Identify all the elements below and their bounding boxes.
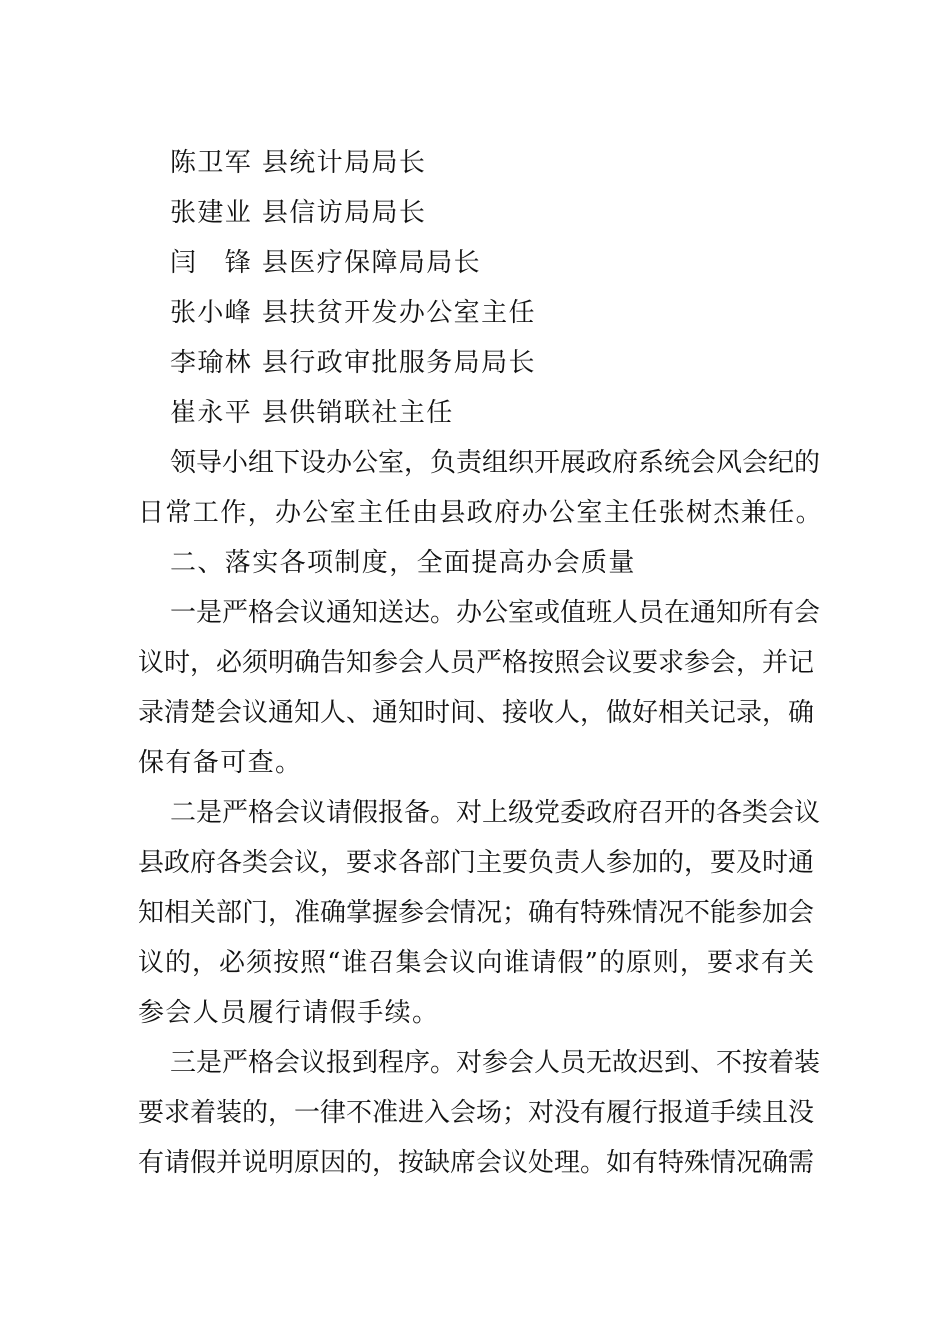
member-name: 张建业 — [170, 198, 253, 228]
checkin-paragraph-line: 三是严格会议报到程序。对参会人员无故迟到、不按着装 — [170, 1048, 821, 1078]
member-line — [170, 148, 426, 178]
member-title: 县扶贫开发办公室主任 — [261, 298, 536, 328]
checkin-paragraph-line: 有请假并说明原因的，按缺席会议处理。如有特殊情况确需 — [138, 1148, 815, 1178]
member-line — [170, 198, 426, 228]
leave-paragraph-line: 县政府各类会议，要求各部门主要负责人参加的，要及时通 — [138, 848, 815, 878]
leave-paragraph-line: 知相关部门，准确掌握参会情况；确有特殊情况不能参加会 — [138, 898, 815, 928]
section-heading: 二、落实各项制度，全面提高办会质量 — [170, 548, 636, 578]
member-name: 崔永平 — [170, 398, 253, 428]
member-line — [170, 398, 454, 428]
member-name: 李瑜林 — [170, 348, 253, 378]
office-paragraph-line: 领导小组下设办公室，负责组织开展政府系统会风会纪的 — [170, 448, 821, 478]
notice-paragraph-line: 保有备可查。 — [138, 748, 303, 778]
member-title: 县供销联社主任 — [261, 398, 454, 428]
office-paragraph-line: 日常工作，办公室主任由县政府办公室主任张树杰兼任。 — [138, 498, 824, 528]
notice-paragraph-line: 录清楚会议通知人、通知时间、接收人，做好相关记录，确 — [138, 698, 815, 728]
member-name: 闫 锋 — [170, 248, 253, 278]
checkin-paragraph-line: 要求着装的，一律不准进入会场；对没有履行报道手续且没 — [138, 1098, 815, 1128]
leave-paragraph-line: 二是严格会议请假报备。对上级党委政府召开的各类会议 — [170, 798, 821, 828]
leave-paragraph-line: 议的，必须按照“谁召集会议向谁请假”的原则，要求有关 — [138, 948, 814, 978]
notice-paragraph-line: 议时，必须明确告知参会人员严格按照会议要求参会，并记 — [138, 648, 815, 678]
leave-paragraph-line: 参会人员履行请假手续。 — [138, 998, 440, 1028]
member-title: 县医疗保障局局长 — [261, 248, 482, 278]
member-line — [170, 348, 536, 378]
member-name: 张小峰 — [170, 298, 253, 328]
notice-paragraph-line: 一是严格会议通知送达。办公室或值班人员在通知所有会 — [170, 598, 821, 628]
member-title: 县信访局局长 — [261, 198, 427, 228]
member-line — [170, 298, 536, 328]
member-name: 陈卫军 — [170, 148, 253, 178]
member-title: 县行政审批服务局局长 — [261, 348, 536, 378]
member-title: 县统计局局长 — [261, 148, 427, 178]
member-line — [170, 248, 481, 278]
